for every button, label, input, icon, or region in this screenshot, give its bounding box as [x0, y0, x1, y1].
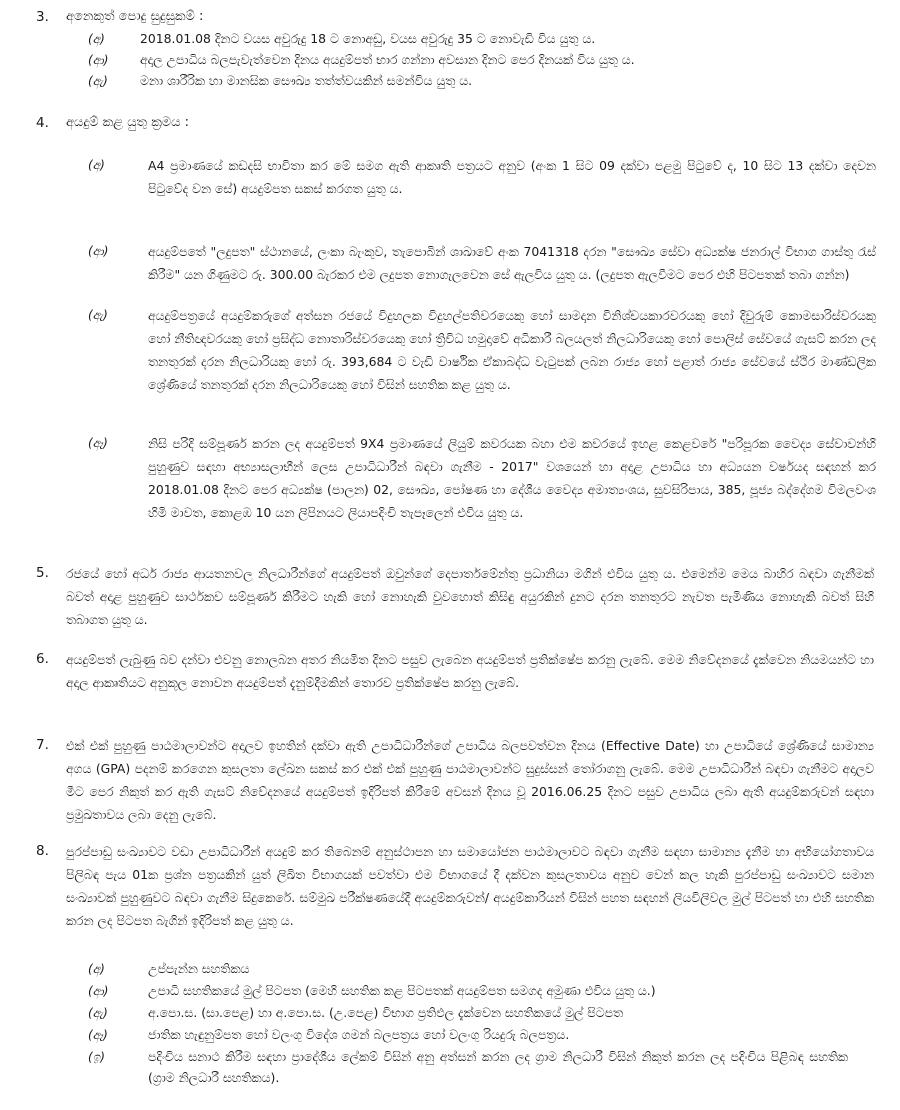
item-marker: (ඇ): [88, 308, 108, 322]
item-marker: (ඇ): [88, 1006, 108, 1020]
item-text: නිසි පරිදි සම්පූර්ණ කරන ලද අයදුම්පත් 9X4 ප්‍රමාණයේ ලියුම් කවරයක බහා එම කවරයේ ඉහළ කෙළවරේ "පරිපූරක වෛද්‍ය සේවාවන්හි පුහුණුව සඳහා අභ්‍යාසලාභීන් ලෙස උපාධිධාරීන් බඳවා ගැනීම - 2017" වශයෙන් හා අදාළ උපාධිය හා අධ්‍යයන වර්ෂයද සඳහන් කර 2018.01.08 දිනට පෙර අධ්‍යක්ෂ (පාලන) 02, සෞඛ්‍ය, පෝෂණ හා දේශීය වෛද්‍ය අමාත්‍යංශය, සුවසිරිපාය, 385, පූජ්‍ය බද්දේගම විමලවංශ හිමි මාවත, කොළඹ 10 යන ලිපිනයට ලියාපදිංචි තැපෑලෙන් එවිය යුතු ය.: [148, 436, 876, 520]
item-text: අයදුම්පතේ "ලදුපත" ස්ථානයේ, ලංකා බැංකුව, තැපොබින් ශාඛාවේ අංක 7041318 දරන "සෞඛ්‍ය සේවා අධ්‍යක්ෂ ජනරාල් විභාග ගාස්තු රැස් කිරීම" යන ගිණුමට රු. 300.00 බැරකර එම ලදුපත නොගැලවෙන සේ ඇලවිය යුතු ය. (ලදුපත ඇලවීමට පෙර එහි පිටපතක් තබා ගන්න): [148, 244, 876, 282]
item-marker: (ඇ): [88, 74, 108, 88]
item-marker: (අ): [88, 962, 105, 976]
item-text: A4 ප්‍රමාණයේ කඩදසි භාවිතා කර මේ සමග ඇති ආකෘති පත්‍රයට අනුව (අංක 1 සිට 09 දක්වා පළමු පිටුවේ ද, 10 සිට 13 දක්වා දෙවන පිටුවේද වන සේ) අයදුම්පත සකස් කරගත යුතු ය.: [148, 158, 876, 196]
item-marker: (ඈ): [88, 436, 108, 450]
section-paragraph: පුරප්පාඩු සංඛ්‍යාවට වඩා උපාධිධාරීන් අයදුම් කර තිබෙනම් අනුස්ථාපන හා සමායෝජන පාඨමාලාවට බඳවා ගැනීම සඳහා සාමාන්‍ය දැනීම හා අභියෝගතාවය පිලිබඳ පැය 01ක ප්‍රශ්න පත්‍රයකින් යුත් ලිඛිත විභාගයක් පවත්වා එම විභාගයේ දී දක්වන කුසලතාවය අනුව වෙන් කල හැකි පුරප්පාඩු සංඛ්‍යාවට සමාන සංඛ්‍යාවක් පුහුණුවට බඳවා ගැනීම සිදුකෙරේ. සම්මුඛ පරීක්ෂණයේදී අයදුම්කරුවන්/ අයදුම්කාරියන් විසින් පහත සඳහන් ලියවිලිවල මුල් පිටපත් හා එහි සහතික කරන ලද පිටපත බැගින් ඉදිරිපත් කළ යුතු ය.: [66, 844, 874, 928]
item-marker: (ආ): [88, 984, 109, 998]
section-number: 8.: [36, 843, 49, 859]
item-marker: (ආ): [88, 244, 109, 258]
item-marker: (අ): [88, 158, 105, 172]
item-text: උප්පැන්න සහතිකය: [148, 961, 250, 976]
section-heading: අනෙකුත් පොදු සුදුසුකම් :: [66, 9, 204, 24]
item-text: මනා ශාරීරික හා මානසික සෞඛ්‍ය තත්ත්වයකින් සමන්විය යුතු ය.: [140, 73, 473, 88]
section-number: 4.: [36, 115, 49, 131]
item-text: අයදුම්පත්‍රයේ අයදුම්කරුගේ අත්සන රජයේ විදුහලක විදුහල්පතිවරයෙකු හෝ සාමදාන විනිශ්චයකාරවරයකු හෝ දිවුරුම් කොමසාරිස්වරයකු හෝ නීතිඥවරයකු හෝ ප්‍රසිද්ධ නොතාරිස්වරයෙකු හෝ ත්‍රිවිධ හමුදාවේ අධිකාරී බලයලත් නිලධාරියෙකු හෝ පොලිස් සේවයේ ගැසට් කරන ලද තනතුරක් දරන නිලධාරියකු හෝ රු. 393,684 ට වැඩි වාර්ෂික ඒකාබද්ධ වැටුපක් ලබන රාජ්‍ය හෝ පළාත් රාජ්‍ය සේවයේ ස්ථිර මාණ්ඩලික ශ්‍රේණියේ තනතුරක් දරන නිලධාරියෙකු හෝ විසින් සහතික කළ යුතු ය.: [148, 308, 876, 392]
section-number: 5.: [36, 565, 49, 581]
item-text: අ.පො.ස. (සා.පෙළ) හා අ.පො.ස. (උ.පෙළ) විභාග ප්‍රතිඵල දැක්වෙන සහතිකයේ මුල් පිටපත: [148, 1005, 624, 1020]
section-number: 6.: [36, 651, 49, 667]
item-text: 2018.01.08 දිනට වයස අවුරුදු 18 ට නොඅඩු, වයස අවුරුදු 35 ට නොවැඩි විය යුතු ය.: [140, 31, 596, 46]
item-text: උපාධි සහතිකයේ මුල් පිටපත (මෙහි සහතික කළ පිටපතක් අයදුම්පත සමගද අමුණා එවිය යුතු ය.): [148, 983, 656, 998]
item-marker: (ඈ): [88, 1028, 108, 1042]
section-number: 3.: [36, 9, 49, 25]
section-number: 7.: [36, 737, 49, 753]
item-marker: (අ): [88, 32, 105, 46]
section-paragraph: අයදුම්පත් ලැබුණු බව දන්වා එවනු නොලබන අතර නියමිත දිනට පසුව ලැබෙන අයදුම්පත් ප්‍රතික්ෂේප කරනු ලැබේ. මෙම නිවේදනයේ දැක්වෙන නියමයන්ට හා අදාල ආකෘතියට අනුකූල නොවන අයදුම්පත් දැනුම්දීමකින් තොරව ප්‍රතික්ෂේප කරනු ලැබේ.: [66, 652, 874, 690]
item-text: පදිංචිය සනාථ කිරීම සඳහා ප්‍රාදේශීය ලේකම් විසින් අනු අත්සන් කරන ලද ග්‍රාම නිලධාරී විසින් නිකුත් කරන ලද පදිංචිය පිළිබඳ සහතික (ග්‍රාම නිලධාරී සහතිකය).: [148, 1049, 848, 1085]
section-paragraph: එක් එක් පුහුණු පාඨමාලාවන්ට අදාලව ඉහතින් දක්වා ඇති උපාධිධාරීන්ගේ උපාධිය බලපවත්වන දිනය (Effective Date) හා උපාධියේ ශ්‍රේණියේ සාමාන්‍ය අගය (GPA) පදනම් කරගෙන කුසලතා ලේඛන සකස් කර එක් එක් පුහුණු පාඨමාලාවන්ට සුදුස්සන් තෝරාගනු ලැබේ. මෙම උපාධිධාරීන් බඳවා ගැනීමට අදාලව මීට පෙර නිකුත් කර ඇති ගැසට් නිවේදනයේ අයදුම්පත් ඉදිරිපත් කිරීමේ අවසන් දිනය වූ 2016.06.25 දිනට පසුව උපාධිය ලබා ඇති අයදුම්කරුවන් සඳහා ප්‍රමුඛතාවය ලබා දෙනු ලැබේ.: [66, 738, 874, 822]
item-text: අදාල උපාධිය බලපැවැත්වෙන දිනය අයදුම්පත් භාර ගන්නා අවසාන දිනට පෙර දිනයක් විය යුතු ය.: [140, 52, 635, 67]
item-marker: (ඉ): [88, 1050, 105, 1064]
item-text: ජාතික හැඳුනුම්පත හෝ වලංගු විදේශ ගමන් බලපත්‍රය හෝ වලංගු රියදුරු බලපත්‍රය.: [148, 1027, 570, 1042]
item-marker: (ආ): [88, 53, 109, 67]
section-paragraph: රජයේ හෝ අර්ධ රාජ්‍ය ආයතනවල නිලධාරීන්ගේ අයදුම්පත් ඔවුන්ගේ දෙපාර්තමේන්තු ප්‍රධානියා මගින් එවිය යුතු ය. එමෙන්ම මෙය බාහිර බඳවා ගැනීමක් බවත් අදාළ පුහුණුව සාර්ථකව සම්පූර්ණ කිරීමට හැකි හෝ නොහැකි වුවහොත් කිසිඳු අයුරකින් දුනට දරන තනතුරට නැවත පැමිණිය නොහැකි බවත් සිහි තබාගත යුතු ය.: [66, 566, 874, 627]
section-heading: අයදුම් කළ යුතු ක්‍රමය :: [66, 115, 190, 130]
